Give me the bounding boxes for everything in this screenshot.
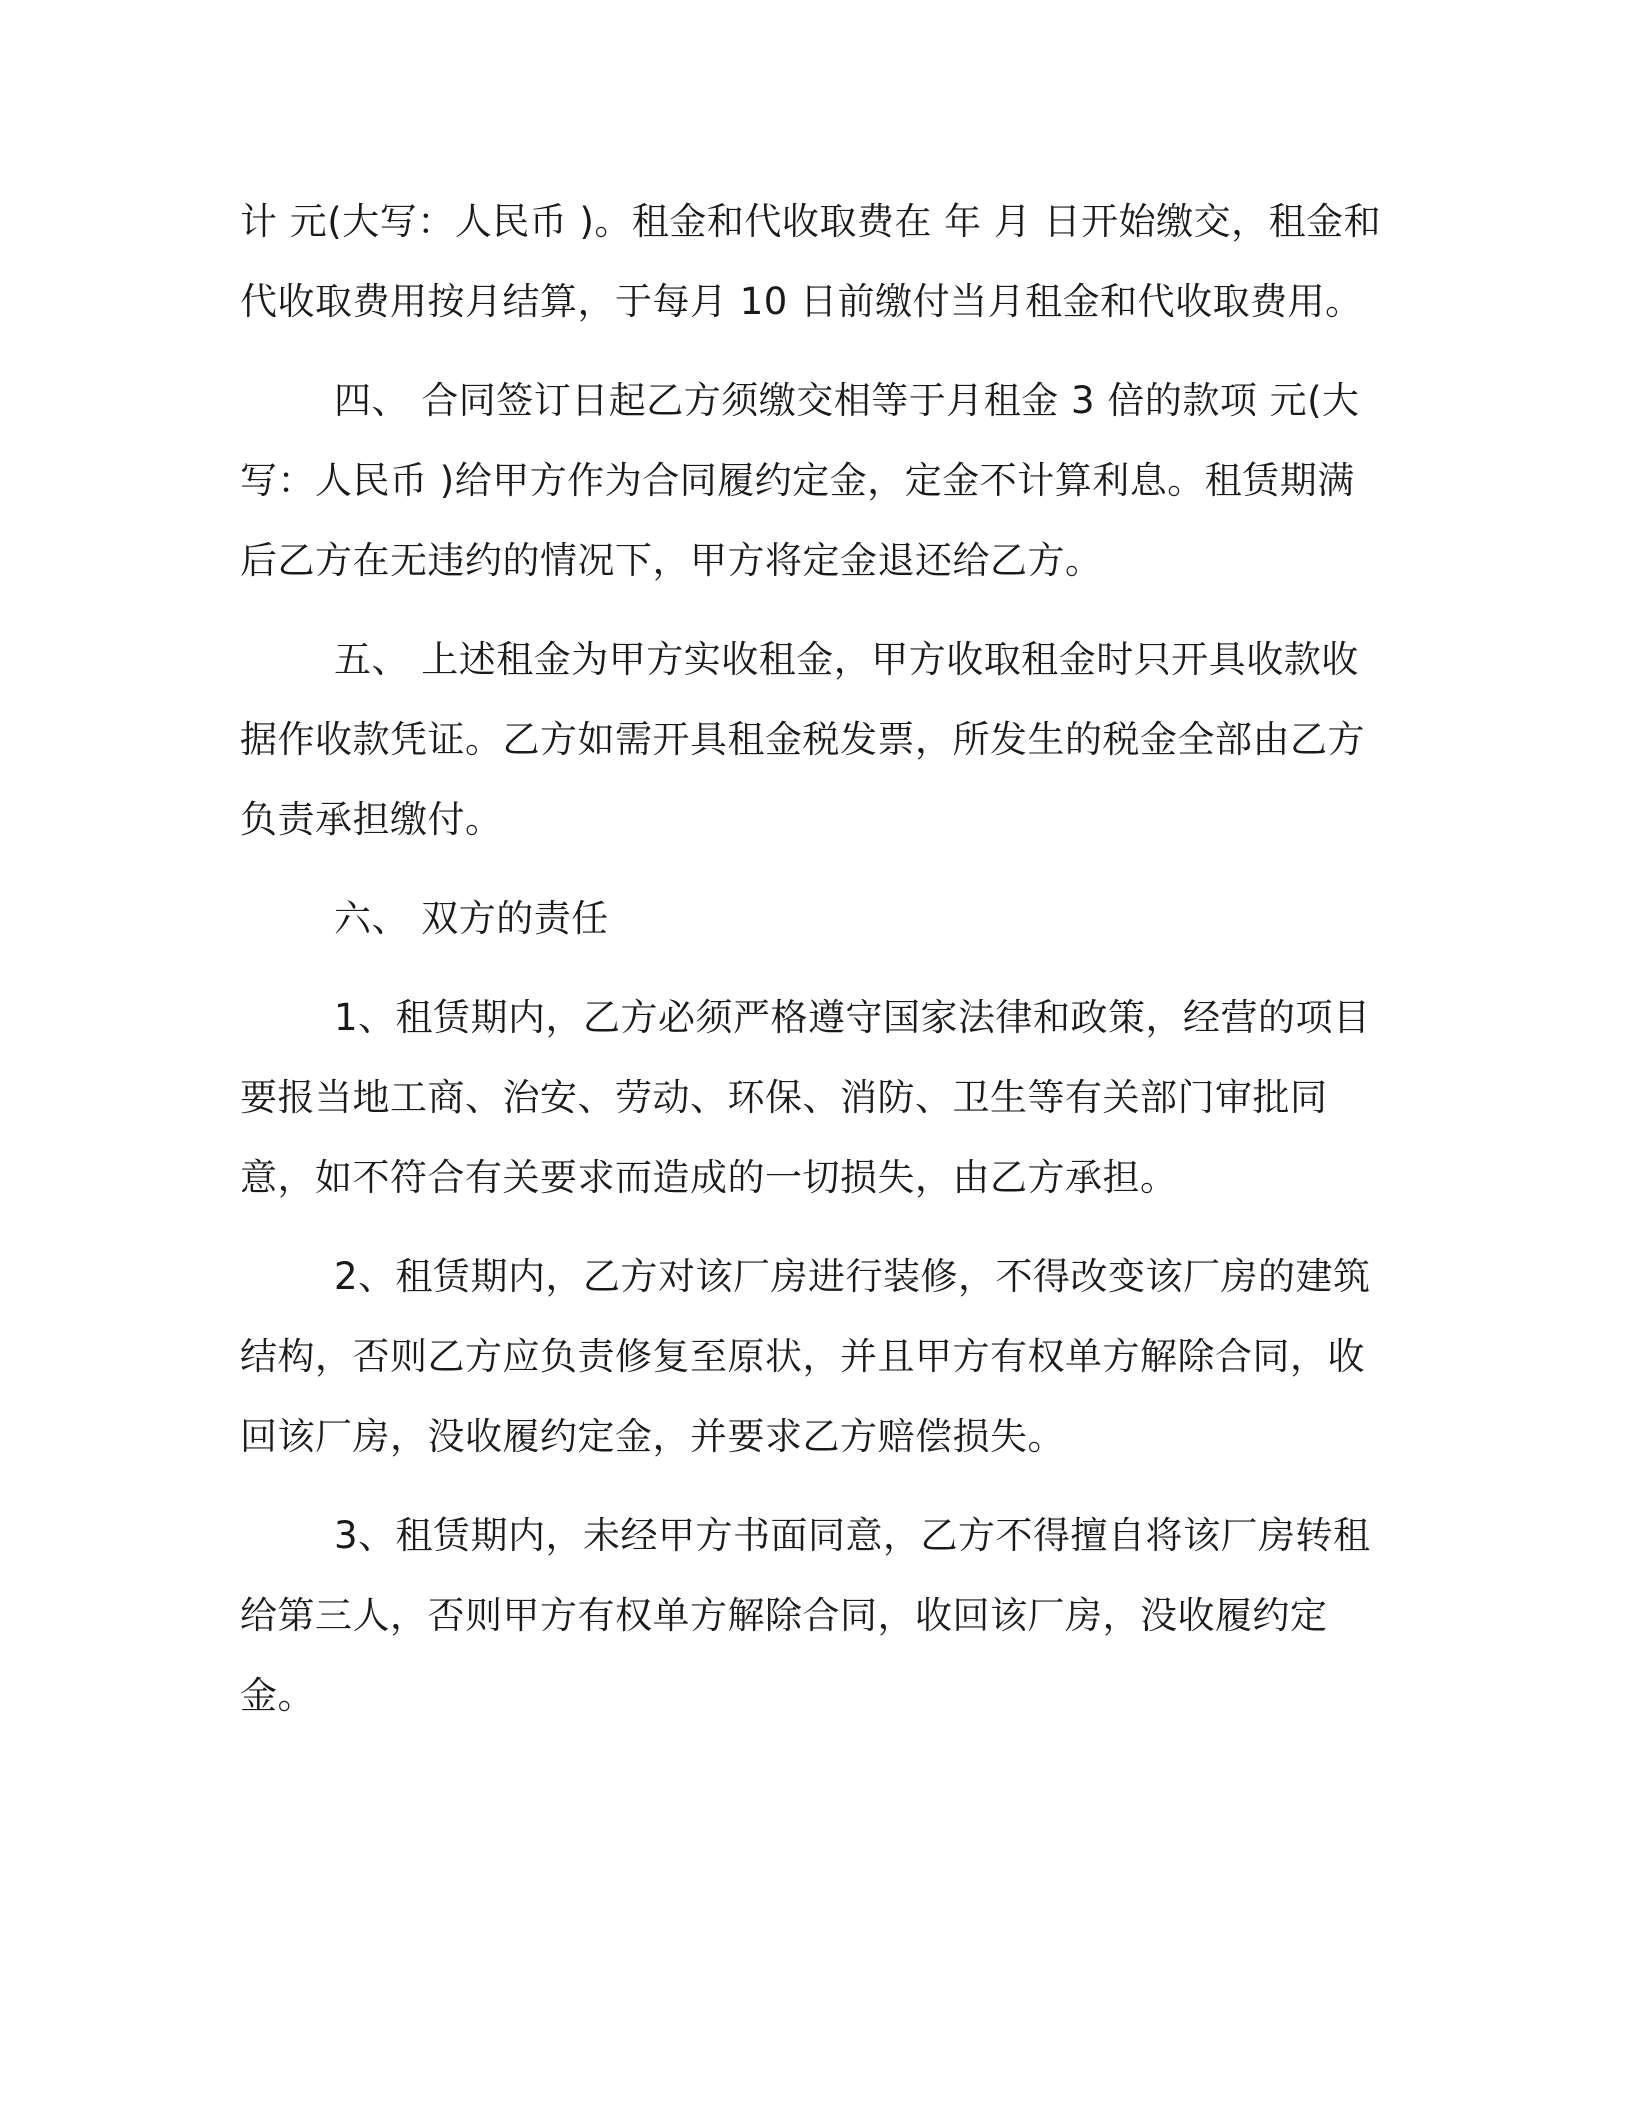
paragraph-clause-5-receipt: 五、 上述租金为甲方实收租金，甲方收取租金时只开具收款收据作收款凭证。乙方如需开具租金税发票，所发生的税金全部由乙方负责承担缴付。 [240, 638, 1365, 841]
paragraph-item-3: 3、租赁期内，未经甲方书面同意，乙方不得擅自将该厂房转租给第三人，否则甲方有权单方解除合同，收回该厂房，没收履约定金。 [240, 1514, 1371, 1717]
paragraph-item-1: 1、租赁期内，乙方必须严格遵守国家法律和政策，经营的项目要报当地工商、治安、劳动、环保、消防、卫生等有关部门审批同意，如不符合有关要求而造成的一切损失，由乙方承担。 [240, 996, 1371, 1199]
paragraph-item-2: 2、租赁期内，乙方对该厂房进行装修，不得改变该厂房的建筑结构，否则乙方应负责修复至原状，并且甲方有权单方解除合同，收回该厂房，没收履约定金，并要求乙方赔偿损失。 [240, 1255, 1371, 1458]
document-body [240, 182, 1390, 1736]
paragraph-clause-6-heading: 六、 双方的责任 [334, 897, 609, 940]
paragraph-rent-payment: 计 元(大写：人民币 )。租金和代收取费在 年 月 日开始缴交，租金和代收取费用按月结算，于每月 10 日前缴付当月租金和代收取费用。 [240, 200, 1382, 323]
paragraph-clause-4-deposit: 四、 合同签订日起乙方须缴交相等于月租金 3 倍的款项 元(大写：人民币 )给甲方作为合同履约定金，定金不计算利息。租赁期满后乙方在无违约的情况下，甲方将定金退还给乙方。 [240, 379, 1360, 582]
